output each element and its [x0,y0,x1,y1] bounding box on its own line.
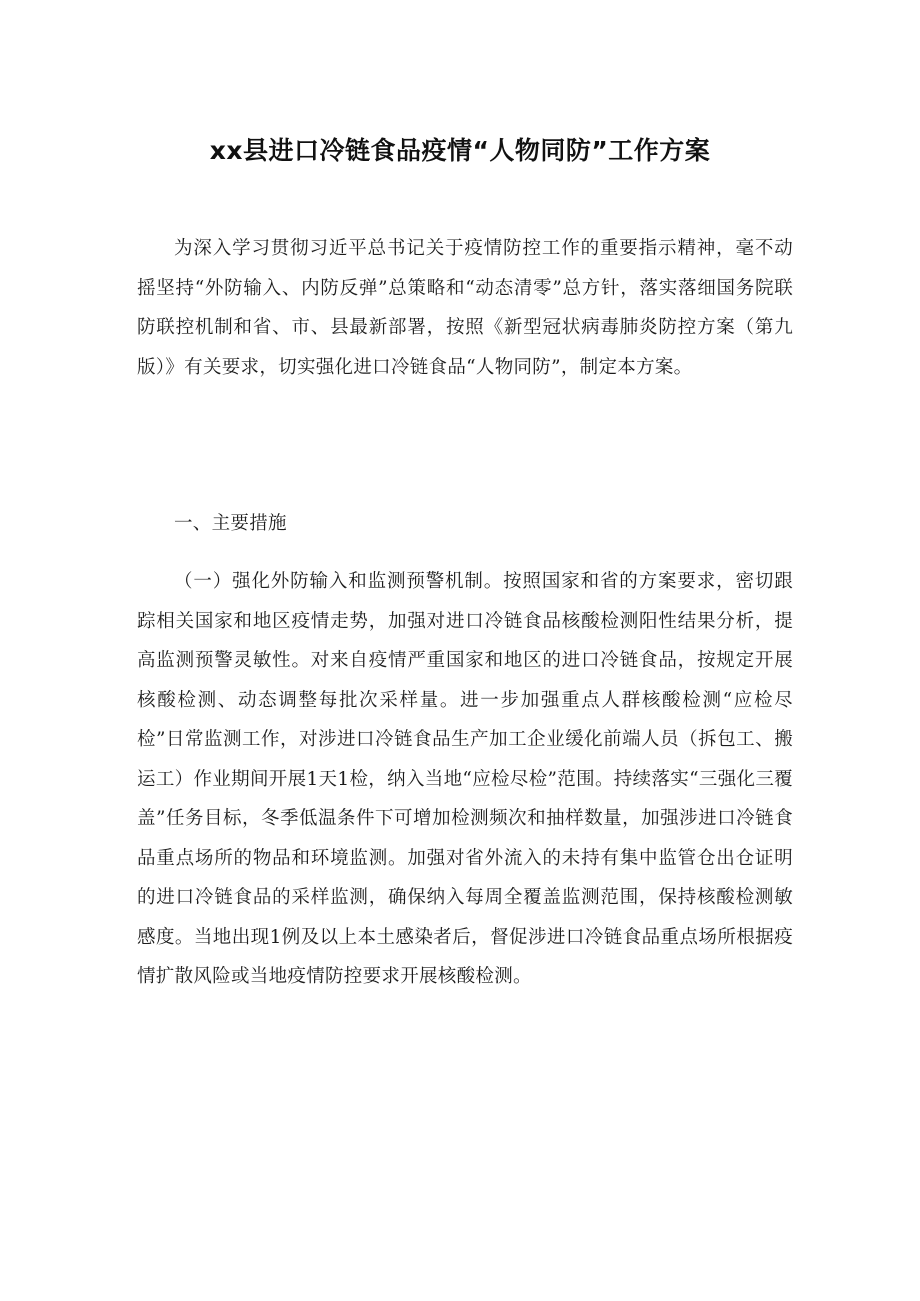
section-heading-main-measures: 一、主要措施 [174,513,287,534]
intro-paragraph: 为深入学习贯彻习近平总书记关于疫情防控工作的重要指示精神，毫不动摇坚持“外防输入、内防反弹”总策略和“动态清零”总方针，落实落细国务院联防联控机制和省、市、县最新部署，按照《新型冠状病毒肺炎防控方案（第九版）》有关要求，切实强化进口冷链食品“人物同防”，制定本方案。 [137,238,793,378]
measure-1-paragraph: （一）强化外防输入和监测预警机制。按照国家和省的方案要求，密切跟踪相关国家和地区疫情走势，加强对进口冷链食品核酸检测阳性结果分析，提高监测预警灵敏性。对来自疫情严重国家和地区的进口冷链食品，按规定开展核酸检测、动态调整每批次采样量。进一步加强重点人群核酸检测“应检尽检”日常监测工作，对涉进口冷链食品生产加工企业缓化前端人员（拆包工、搬运工）作业期间开展1天1检，纳入当地“应检尽检”范围。持续落实“三强化三覆盖”任务目标，冬季低温条件下可增加检测频次和抽样数量，加强涉进口冷链食品重点场所的物品和环境监测。加强对省外流入的未持有集中监管仓出仓证明的进口冷链食品的采样监测，确保纳入每周全覆盖监测范围，保持核酸检测敏感度。当地出现1例及以上本土感染者后，督促涉进口冷链食品重点场所根据疫情扩散风险或当地疫情防控要求开展核酸检测。 [137,571,793,987]
document-title: xx县进口冷链食品疫情“人物同防”工作方案 [209,136,711,165]
